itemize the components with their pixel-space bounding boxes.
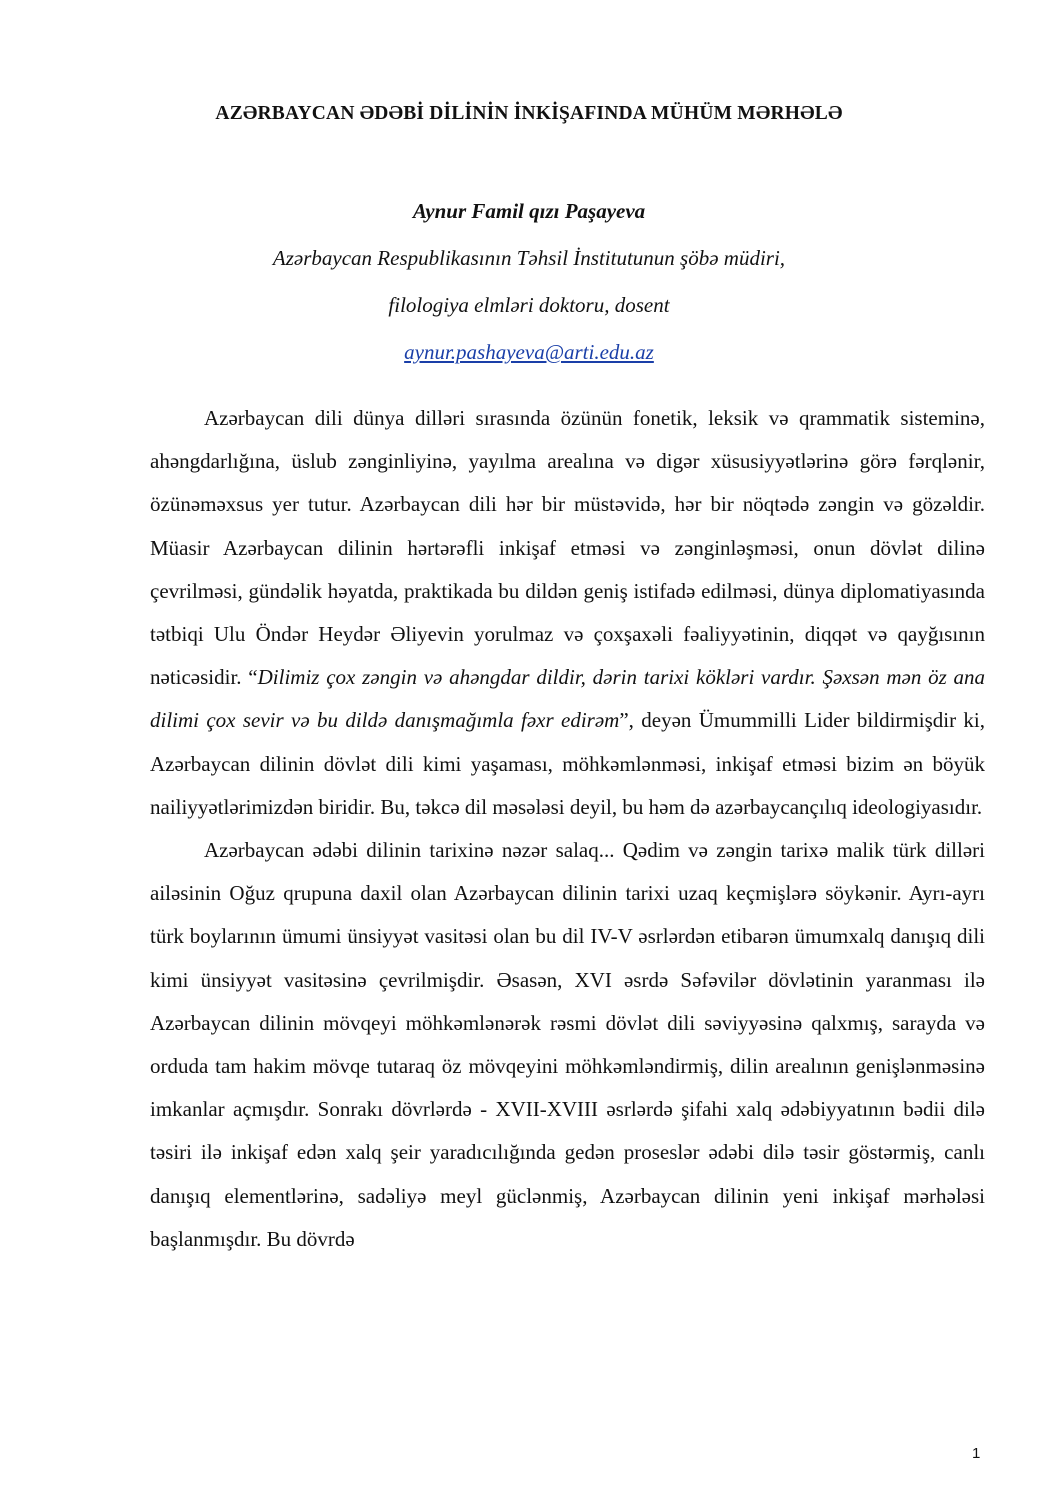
author-degree: filologiya elmləri doktoru, dosent bbox=[388, 293, 670, 317]
paragraph bbox=[150, 397, 985, 829]
page-number: 1 bbox=[972, 1445, 981, 1462]
paragraph: Azərbaycan ədəbi dilinin tarixinə nəzər salaq... Qədim və zəngin tarixə malik türk dilləri ailəsinin Oğuz qrupuna daxil olan Azərbaycan dilinin tarixi uzaq keçmişlərə söykənir. Ayrı-ayrı türk boylarının ümumi ünsiyyət vasitəsi olan bu dil IV-V əsrlərdən etibarən ümumxalq danışıq dili kimi ünsiyyət vasitəsinə çevrilmişdir. Əsasən, XVI əsrdə Səfəvilər dövlətinin yaranması ilə Azərbaycan dilinin mövqeyi möhkəmlənərək rəsmi dövlət dili səviyyəsinə qalxmış, sarayda və orduda tam hakim mövqe tutaraq öz mövqeyini möhkəmləndirmiş, dilin arealının genişlənməsinə imkanlar açmışdır. Sonrakı dövrlərdə - XVII-XVIII əsrlərdə şifahi xalq ədəbiyyatının bədii dilə təsiri ilə inkişaf edən xalq şeir yaradıcılığında gedən proseslər ədəbi dilə təsir göstərmiş, canlı danışıq elementlərinə, sadəliyə meyl güclənmiş, Azərbaycan dilinin yeni inkişaf mərhələsi başlanmışdır. Bu dövrdə bbox=[150, 838, 985, 1251]
author-name: Aynur Famil qızı Paşayeva bbox=[412, 199, 646, 223]
body-text bbox=[150, 397, 985, 1261]
paragraph-text: Azərbaycan dili dünya dilləri sırasında özünün fonetik, leksik və qrammatik sisteminə, ahəngdarlığına, üslub zənginliyinə, yayılma arealına və digər xüsusiyyətlərinə görə fərqlənir, özünəməxsus yer tutur. Azərbaycan dili hər bir müstəvidə, hər bir nöqtədə zəngin və gözəldir. Müasir Azərbaycan dilinin hərtərəfli inkişaf etməsi və zənginləşməsi, onun dövlət dilinə çevrilməsi, gündəlik həyatda, praktikada bu dildən geniş istifadə edilməsi, dünya diplomatiyasında tətbiqi Ulu Öndər Heydər Əliyevin yorulmaz və çoxşaxəli fəaliyyətinin, diqqət və qayğısının nəticəsidir. “ bbox=[150, 406, 985, 690]
page-title: AZƏRBAYCAN ƏDƏBİ DİLİNİN İNKİŞAFINDA MÜHÜM MƏRHƏLƏ bbox=[215, 103, 843, 124]
paragraph-text: ”, deyən Ümummilli Lider bildirmişdir ki, Azərbaycan dilinin dövlət dili kimi yaşaması, möhkəmlənməsi, inkişaf etməsi bizim ən böyük nailiyyətlərimizdən biridir. Bu, təkcə dil məsələsi deyil, bu həm də azərbaycançılıq ideologiyasıdır. bbox=[150, 708, 985, 819]
author-email-link[interactable]: aynur.pashayeva@arti.edu.az bbox=[404, 340, 654, 364]
author-block bbox=[0, 188, 1058, 376]
quote-text: Dilimiz çox zəngin və ahəngdar dildir, dərin tarixi kökləri vardır. Şəxsən mən öz ana dilimi çox sevir və bu dildə danışmağımla fəxr edirəm bbox=[150, 665, 985, 733]
author-position: Azərbaycan Respublikasının Təhsil İnstitutunun şöbə müdiri, bbox=[272, 246, 786, 270]
